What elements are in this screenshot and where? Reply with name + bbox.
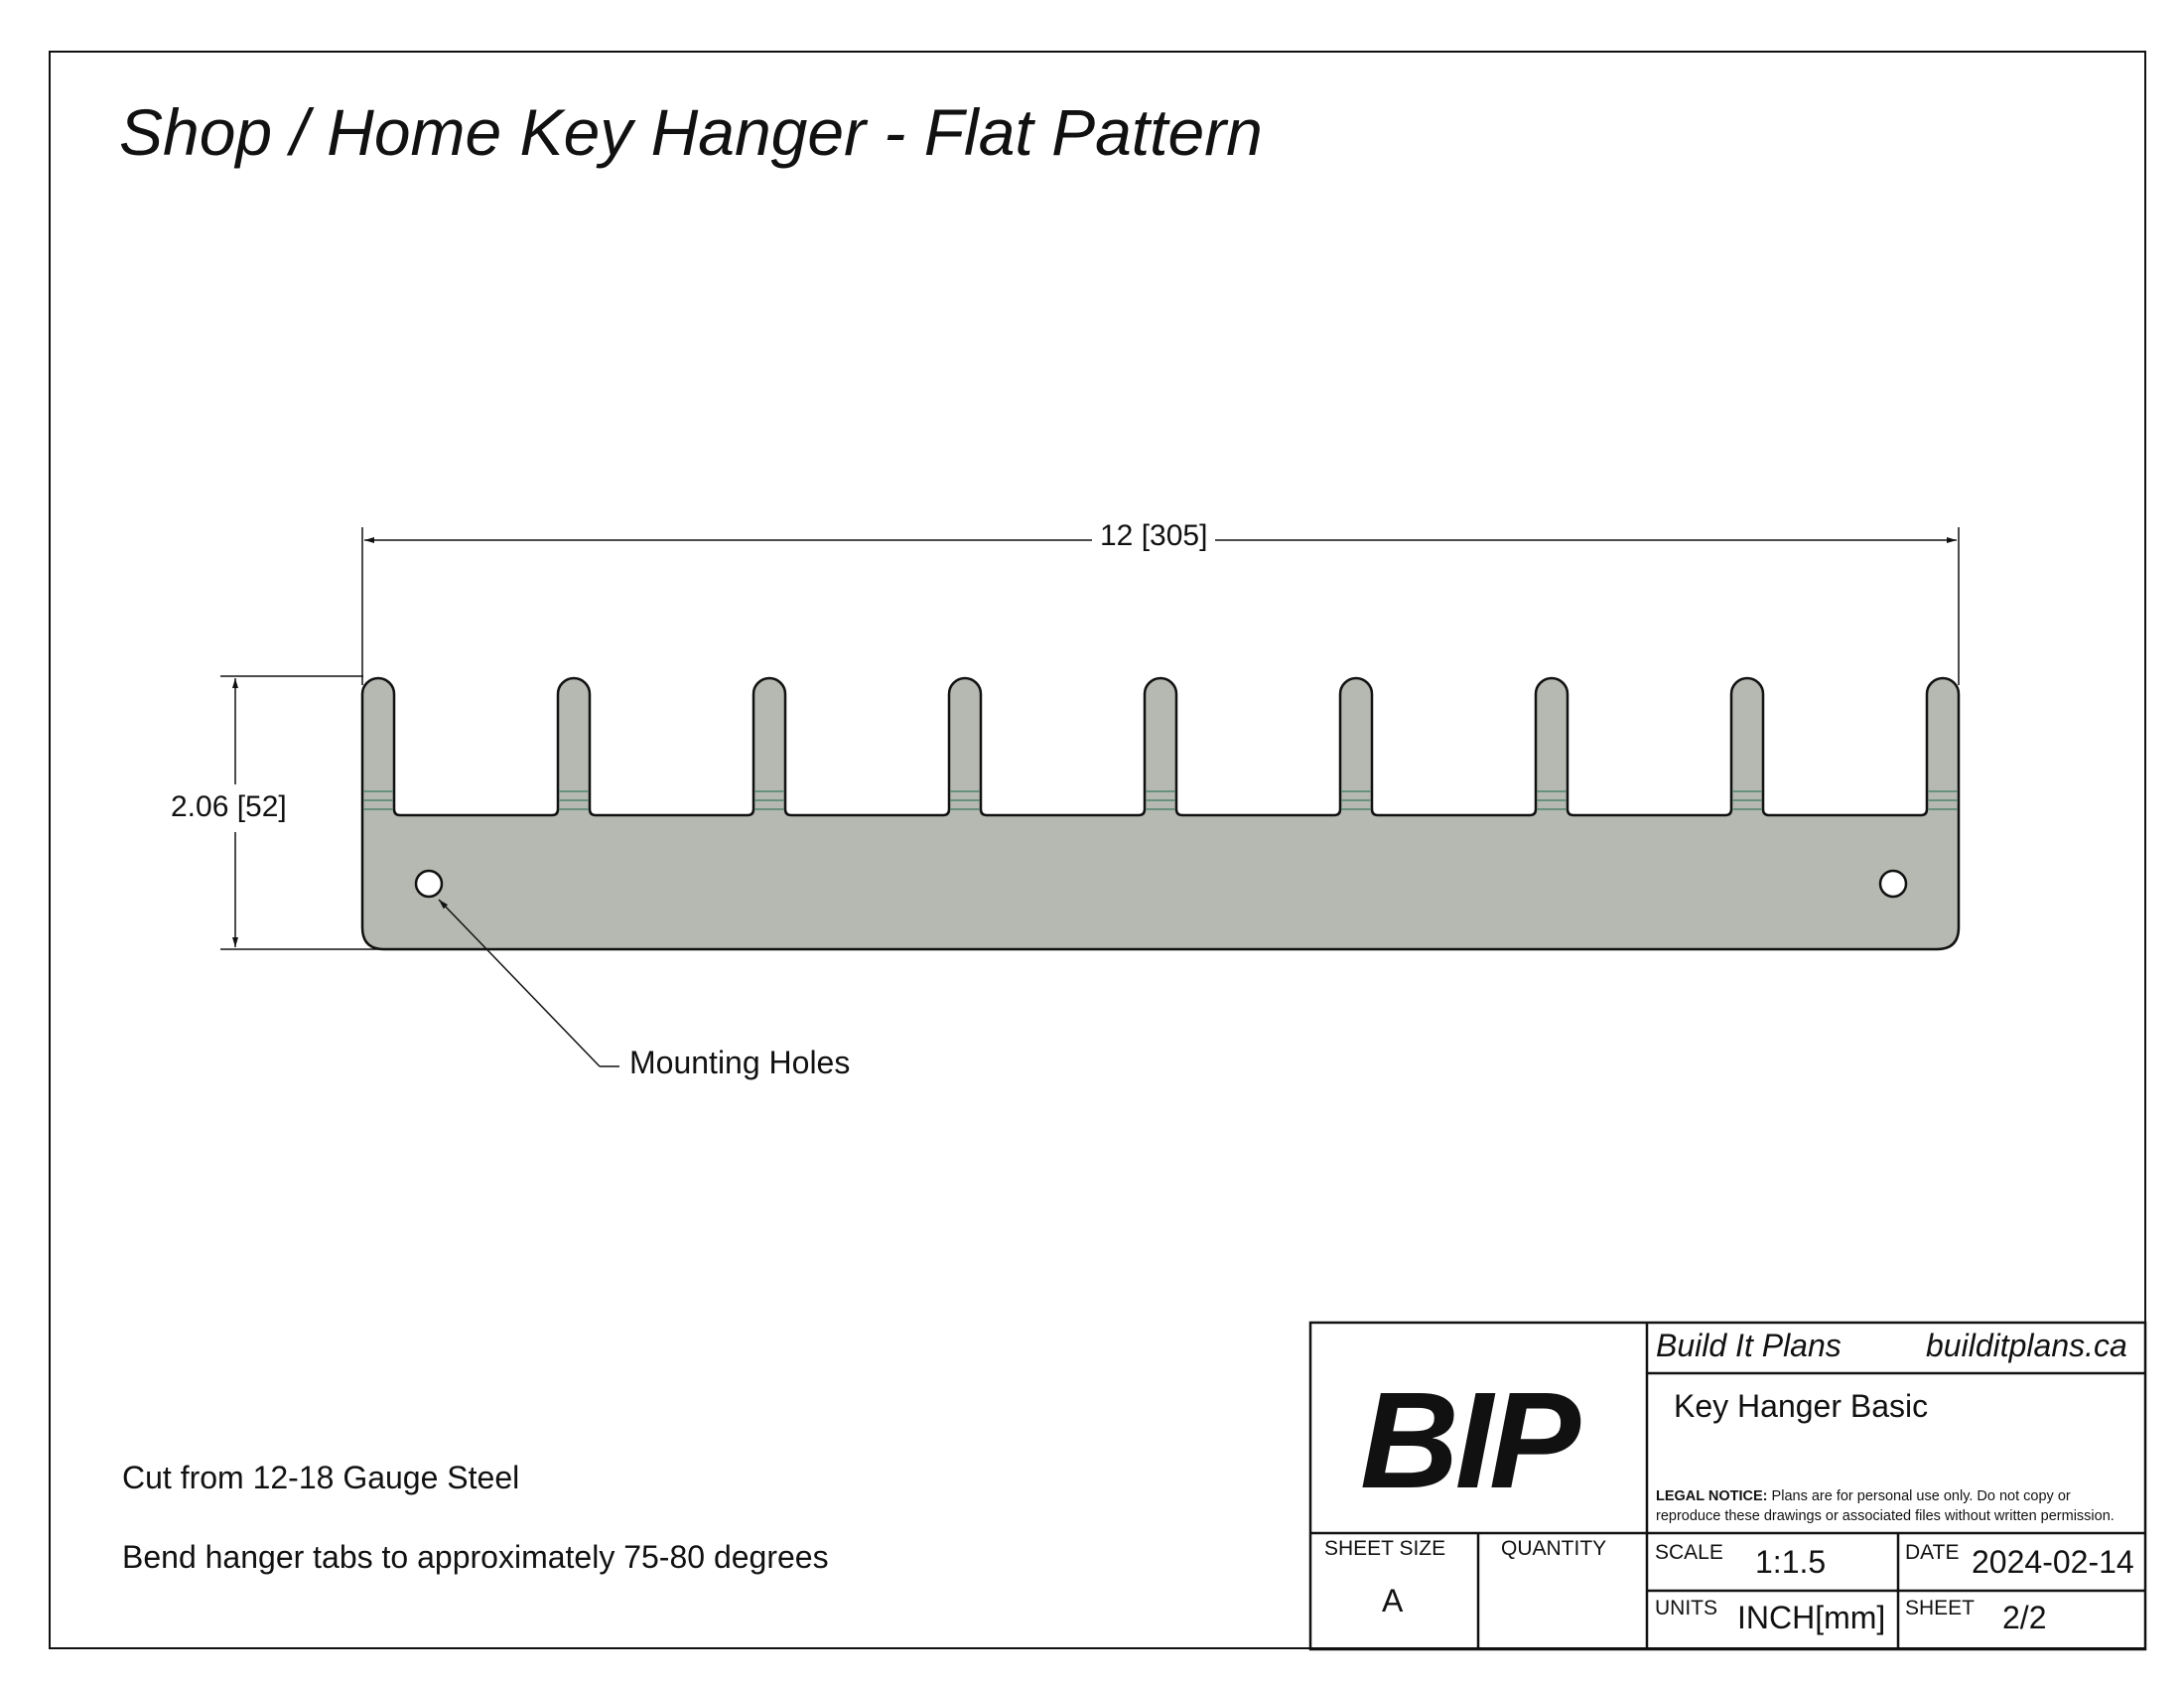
units-value: INCH[mm] bbox=[1737, 1600, 1886, 1635]
bend-note: Bend hanger tabs to approximately 75-80 degrees bbox=[122, 1539, 829, 1575]
company-name: Build It Plans bbox=[1656, 1328, 1842, 1363]
legal-notice bbox=[1656, 1486, 2132, 1526]
page-title: Shop / Home Key Hanger - Flat Pattern bbox=[119, 95, 1263, 169]
material-note: Cut from 12-18 Gauge Steel bbox=[122, 1460, 520, 1495]
scale-value: 1:1.5 bbox=[1755, 1544, 1827, 1580]
date-label: DATE bbox=[1905, 1541, 1960, 1564]
sheet-number-value: 2/2 bbox=[2002, 1600, 2047, 1635]
sheet-size-label: SHEET SIZE bbox=[1324, 1537, 1446, 1560]
sheet-number-label: SHEET bbox=[1905, 1597, 1976, 1619]
quantity-label: QUANTITY bbox=[1501, 1537, 1607, 1560]
key-hanger-flat-pattern bbox=[362, 678, 1959, 949]
date-value: 2024-02-14 bbox=[1972, 1544, 2134, 1580]
mounting-hole bbox=[416, 871, 442, 897]
company-website: builditplans.ca bbox=[1926, 1328, 2127, 1363]
drawing-name: Key Hanger Basic bbox=[1674, 1388, 1929, 1424]
company-logo: BIP bbox=[1360, 1364, 1577, 1517]
scale-label: SCALE bbox=[1655, 1541, 1723, 1564]
mounting-hole bbox=[1880, 871, 1906, 897]
legal-notice-text: Plans are for personal use only. Do not copy or reproduce these drawings or associated files without written permission. bbox=[1656, 1488, 2115, 1524]
legal-notice-heading: LEGAL NOTICE: bbox=[1656, 1488, 1768, 1504]
units-label: UNITS bbox=[1655, 1597, 1717, 1619]
mounting-holes-callout: Mounting Holes bbox=[629, 1045, 851, 1080]
sheet-size-value: A bbox=[1382, 1583, 1404, 1618]
width-dimension-label: 12 [305] bbox=[1092, 519, 1215, 553]
height-dimension-label: 2.06 [52] bbox=[171, 790, 287, 823]
hanger-body bbox=[362, 678, 1959, 949]
